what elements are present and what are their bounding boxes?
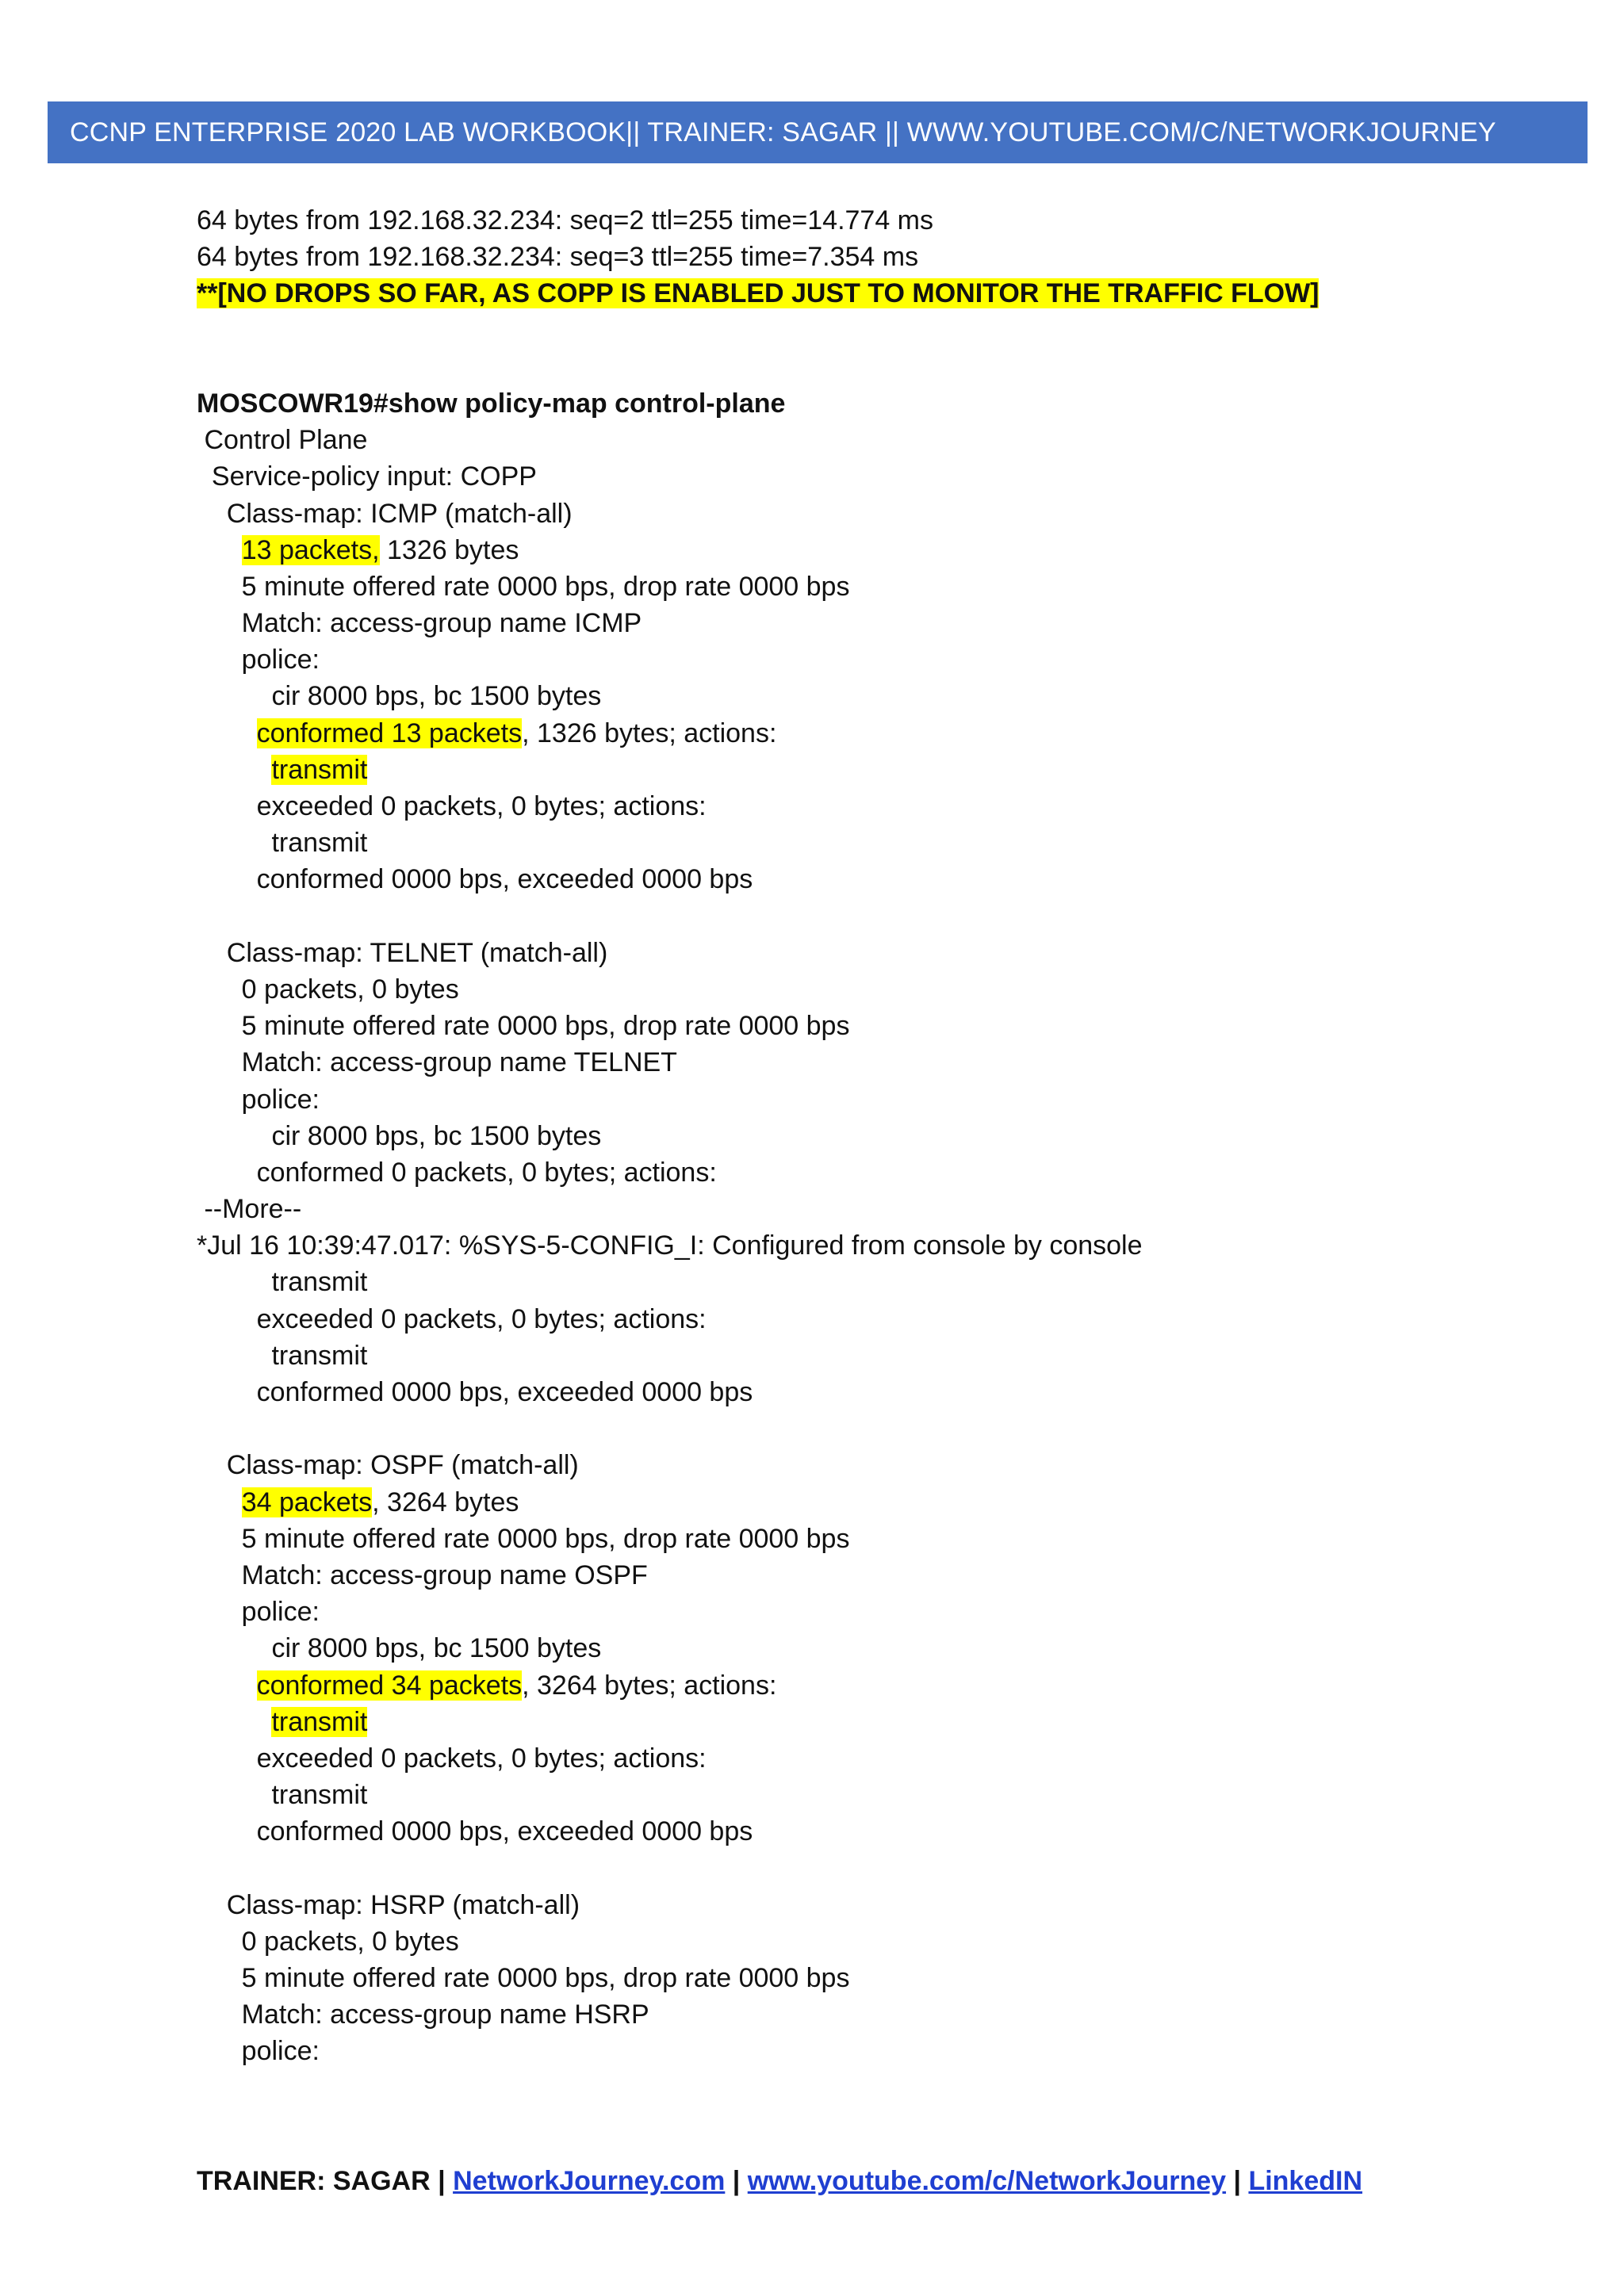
footer-separator: | <box>430 2166 454 2196</box>
output-line <box>197 935 1545 971</box>
footer-trainer-label: TRAINER: SAGAR <box>197 2166 431 2196</box>
footer-separator: | <box>725 2166 748 2196</box>
line-text: Class-map: HSRP (match-all) <box>197 1889 580 1920</box>
output-line <box>197 1264 1545 1300</box>
output-line <box>197 605 1545 641</box>
line-text: exceeded 0 packets, 0 bytes; actions: <box>197 1743 707 1774</box>
output-line <box>197 825 1545 861</box>
output-line <box>197 898 1545 935</box>
output-line <box>197 1484 1545 1521</box>
line-text: 64 bytes from 192.168.32.234: seq=3 ttl=255 time=7.354 ms <box>197 242 919 273</box>
output-line <box>197 788 1545 825</box>
line-text: transmit <box>197 1340 368 1371</box>
output-line <box>197 1594 1545 1630</box>
line-text <box>197 755 271 785</box>
highlighted-text: conformed 34 packets <box>256 1670 523 1701</box>
output-line <box>197 1008 1545 1044</box>
output-line <box>197 752 1545 788</box>
output-line <box>197 312 1545 349</box>
highlighted-text: transmit <box>271 754 368 785</box>
output-line <box>197 641 1545 678</box>
output-line <box>197 202 1545 239</box>
footer <box>197 2163 1362 2199</box>
line-text: MOSCOWR19#show policy-map control-plane <box>197 388 786 419</box>
cli-output <box>197 202 1545 2070</box>
line-text: transmit <box>197 828 368 859</box>
line-text <box>197 1670 257 1701</box>
output-line <box>197 2033 1545 2069</box>
highlighted-text: **[NO DROPS SO FAR, AS COPP IS ENABLED JUST TO MONITOR THE TRAFFIC FLOW] <box>197 278 1320 309</box>
line-text: *Jul 16 10:39:47.017: %SYS-5-CONFIG_I: Configured from console by console <box>197 1230 1143 1261</box>
line-text: cir 8000 bps, bc 1500 bytes <box>197 1120 602 1151</box>
output-line <box>197 239 1545 275</box>
output-line <box>197 275 1545 312</box>
footer-separator: | <box>1226 2166 1249 2196</box>
output-line <box>197 1704 1545 1740</box>
output-line <box>197 1044 1545 1081</box>
output-line <box>197 422 1545 458</box>
output-line <box>197 532 1545 568</box>
output-line <box>197 385 1545 422</box>
line-text: --More-- <box>197 1194 302 1225</box>
output-line <box>197 1667 1545 1704</box>
line-text: transmit <box>197 1267 368 1298</box>
line-text: Match: access-group name HSRP <box>197 1999 649 2030</box>
output-line <box>197 1447 1545 1483</box>
output-line <box>197 1996 1545 2033</box>
footer-link-youtube[interactable]: www.youtube.com/c/NetworkJourney <box>747 2166 1227 2196</box>
output-line <box>197 349 1545 385</box>
output-line <box>197 1374 1545 1410</box>
output-line <box>197 1301 1545 1337</box>
footer-link-linkedin[interactable]: LinkedIN <box>1248 2166 1363 2196</box>
line-text: police: <box>197 2036 320 2067</box>
line-text: Service-policy input: COPP <box>197 461 537 492</box>
output-line <box>197 1777 1545 1813</box>
line-text: 64 bytes from 192.168.32.234: seq=2 ttl=255 time=14.774 ms <box>197 205 934 235</box>
output-line <box>197 1557 1545 1594</box>
line-text: 0 packets, 0 bytes <box>197 974 459 1004</box>
line-text: Match: access-group name TELNET <box>197 1047 677 1078</box>
line-text <box>197 718 257 748</box>
highlighted-text: 13 packets, <box>241 534 380 565</box>
output-line <box>197 1850 1545 1886</box>
output-line <box>197 1960 1545 1996</box>
output-line <box>197 568 1545 605</box>
header-banner: CCNP ENTERPRISE 2020 LAB WORKBOOK|| TRAINER: SAGAR || WWW.YOUTUBE.COM/C/NETWORKJOURNEY <box>48 101 1588 163</box>
line-text: police: <box>197 645 320 675</box>
line-text: conformed 0000 bps, exceeded 0000 bps <box>197 864 753 895</box>
line-text <box>197 535 242 565</box>
output-line <box>197 1410 1545 1447</box>
output-line <box>197 1740 1545 1777</box>
output-line <box>197 1923 1545 1960</box>
highlighted-text: 34 packets <box>241 1487 373 1517</box>
line-text: , 3264 bytes <box>372 1487 519 1517</box>
line-text: 5 minute offered rate 0000 bps, drop rate 0000 bps <box>197 1011 850 1042</box>
line-text: cir 8000 bps, bc 1500 bytes <box>197 1633 602 1664</box>
line-text: 5 minute offered rate 0000 bps, drop rate 0000 bps <box>197 1523 850 1554</box>
line-text: Control Plane <box>197 425 368 456</box>
output-line <box>197 458 1545 495</box>
footer-link-networkjourney[interactable]: NetworkJourney.com <box>453 2166 726 2196</box>
output-line <box>197 1337 1545 1374</box>
line-text <box>197 1707 271 1737</box>
line-text: police: <box>197 1597 320 1628</box>
line-text: Match: access-group name ICMP <box>197 608 642 639</box>
output-line <box>197 1521 1545 1557</box>
line-text: conformed 0000 bps, exceeded 0000 bps <box>197 1816 753 1847</box>
line-text <box>197 1487 242 1517</box>
line-text: Class-map: ICMP (match-all) <box>197 498 573 529</box>
output-line <box>197 1813 1545 1850</box>
line-text: Class-map: OSPF (match-all) <box>197 1450 579 1481</box>
line-text: conformed 0 packets, 0 bytes; actions: <box>197 1157 717 1188</box>
line-text: 5 minute offered rate 0000 bps, drop rate 0000 bps <box>197 1963 850 1993</box>
output-line <box>197 715 1545 752</box>
output-line <box>197 1118 1545 1154</box>
line-text: 0 packets, 0 bytes <box>197 1926 459 1957</box>
output-line <box>197 1081 1545 1118</box>
output-line <box>197 1191 1545 1227</box>
line-text: , 3264 bytes; actions: <box>522 1670 777 1701</box>
output-line <box>197 1630 1545 1667</box>
line-text: , 1326 bytes; actions: <box>522 718 777 748</box>
output-line <box>197 1887 1545 1923</box>
highlighted-text: conformed 13 packets <box>256 718 523 748</box>
line-text: 1326 bytes <box>379 534 519 565</box>
line-text: police: <box>197 1084 320 1115</box>
highlighted-text: transmit <box>271 1706 368 1737</box>
output-line <box>197 496 1545 532</box>
line-text: 5 minute offered rate 0000 bps, drop rate 0000 bps <box>197 571 850 602</box>
output-line <box>197 971 1545 1008</box>
line-text: conformed 0000 bps, exceeded 0000 bps <box>197 1377 753 1407</box>
line-text: Match: access-group name OSPF <box>197 1559 648 1590</box>
line-text: exceeded 0 packets, 0 bytes; actions: <box>197 1303 707 1334</box>
line-text: exceeded 0 packets, 0 bytes; actions: <box>197 791 707 821</box>
line-text: transmit <box>197 1780 368 1811</box>
output-line <box>197 1227 1545 1264</box>
line-text: cir 8000 bps, bc 1500 bytes <box>197 681 602 712</box>
output-line <box>197 1154 1545 1191</box>
output-line <box>197 861 1545 897</box>
output-line <box>197 678 1545 714</box>
line-text: Class-map: TELNET (match-all) <box>197 937 608 968</box>
